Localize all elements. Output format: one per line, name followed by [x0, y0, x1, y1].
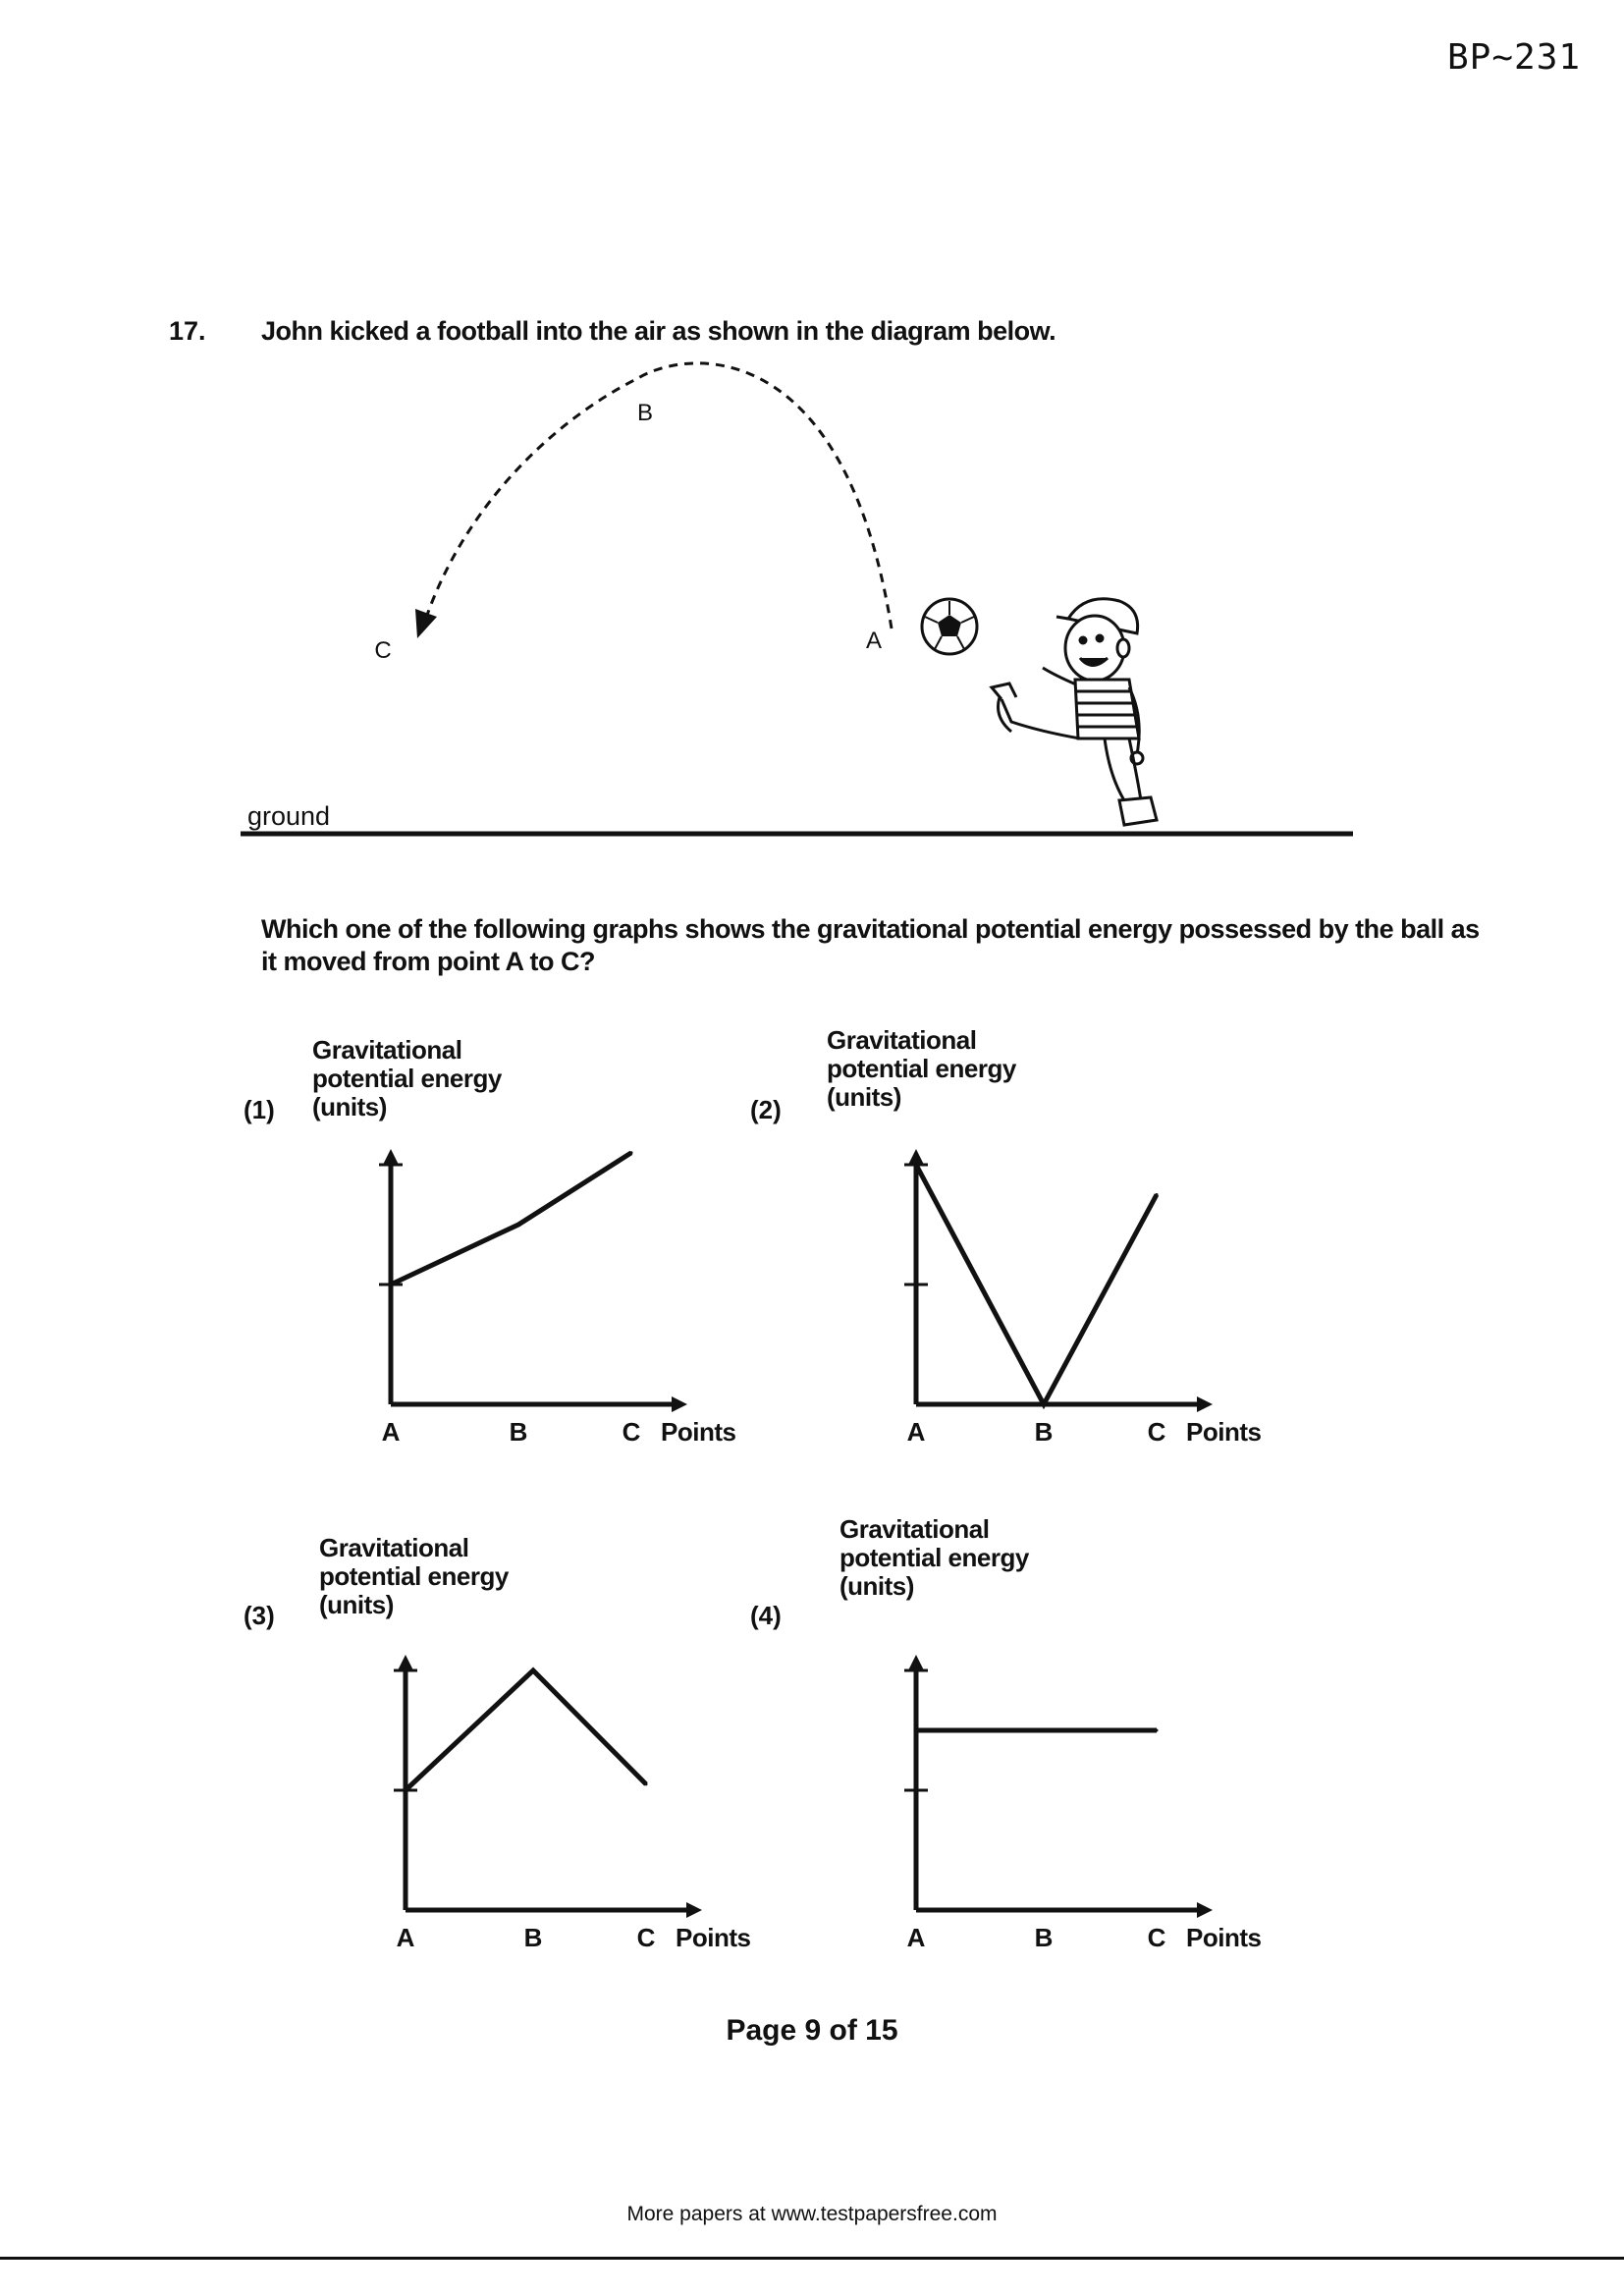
option-2-number: (2) — [750, 1095, 782, 1124]
ylabel-line: Gravitational — [839, 1514, 990, 1544]
boy-kicking-icon — [992, 599, 1157, 825]
label-c: C — [374, 637, 392, 664]
option-3-graph — [378, 1635, 790, 1969]
data-point — [915, 1729, 918, 1732]
ylabel-line: Gravitational — [319, 1533, 469, 1562]
x-tick-label: B — [1034, 1417, 1054, 1447]
y-axis-arrow-icon — [398, 1655, 413, 1670]
x-tick-label: B — [523, 1923, 543, 1952]
x-tick-label: C — [622, 1417, 641, 1447]
option-3-number: (3) — [244, 1601, 275, 1630]
data-line — [916, 1165, 1157, 1404]
option-1-ylabel — [312, 1036, 502, 1121]
y-axis-arrow-icon — [908, 1655, 924, 1670]
paper-code: BP~231 — [1447, 37, 1582, 78]
option-4-number: (4) — [750, 1601, 782, 1630]
x-tick-label: B — [509, 1417, 528, 1447]
data-point — [532, 1669, 535, 1672]
x-tick-label: C — [636, 1923, 656, 1952]
ylabel-line: (units) — [319, 1590, 394, 1619]
x-tick-label: A — [906, 1417, 926, 1447]
ball-path — [424, 363, 892, 629]
x-axis-label: Points — [1186, 1417, 1262, 1447]
y-axis-arrow-icon — [383, 1149, 399, 1165]
data-line — [406, 1670, 646, 1790]
ylabel-line: (units) — [839, 1571, 914, 1601]
x-tick-label: A — [906, 1923, 926, 1952]
question-number: 17. — [169, 316, 206, 346]
option-4-ylabel — [839, 1515, 1029, 1601]
x-tick-label: B — [1034, 1923, 1054, 1952]
data-point — [645, 1782, 648, 1785]
ylabel-line: (units) — [312, 1092, 387, 1121]
x-tick-label: A — [381, 1417, 401, 1447]
trajectory-diagram — [0, 0, 1624, 884]
ground-label: ground — [247, 801, 331, 831]
ylabel-line: potential energy — [319, 1561, 509, 1591]
data-line — [391, 1153, 631, 1285]
data-point — [915, 1164, 918, 1167]
arrowhead-icon — [415, 609, 437, 638]
x-tick-label: C — [1147, 1923, 1166, 1952]
ylabel-line: potential energy — [839, 1543, 1029, 1572]
option-1-graph — [363, 1129, 776, 1463]
data-point — [1043, 1403, 1046, 1406]
question-prompt: Which one of the following graphs shows the gravitational potential energy possessed by the ball as it moved from point A to C? — [261, 914, 1480, 976]
x-axis-arrow-icon — [1197, 1902, 1213, 1918]
x-axis-arrow-icon — [1197, 1396, 1213, 1412]
option-3-ylabel — [319, 1534, 509, 1619]
x-axis-arrow-icon — [686, 1902, 702, 1918]
x-axis-arrow-icon — [672, 1396, 687, 1412]
question-text: John kicked a football into the air as shown in the diagram below. — [261, 316, 1056, 346]
ylabel-line: (units) — [827, 1082, 901, 1112]
data-point — [405, 1789, 407, 1792]
ylabel-line: potential energy — [312, 1064, 502, 1093]
x-tick-label: A — [396, 1923, 415, 1952]
x-axis-label: Points — [676, 1923, 751, 1952]
label-a: A — [865, 628, 883, 654]
footer-rule — [0, 2257, 1624, 2260]
x-axis-label: Points — [661, 1417, 736, 1447]
option-2-graph — [889, 1129, 1301, 1463]
page-number: Page 9 of 15 — [726, 2014, 898, 2047]
football-icon — [922, 599, 977, 654]
data-point — [1043, 1729, 1046, 1732]
data-point — [390, 1284, 393, 1286]
data-point — [630, 1151, 633, 1154]
option-4-graph — [889, 1635, 1301, 1969]
ylabel-line: potential energy — [827, 1054, 1016, 1083]
ylabel-line: Gravitational — [827, 1025, 977, 1055]
data-point — [1156, 1193, 1159, 1196]
data-point — [517, 1224, 520, 1227]
option-1-number: (1) — [244, 1095, 275, 1124]
label-b: B — [636, 400, 654, 426]
y-axis-arrow-icon — [908, 1149, 924, 1165]
x-tick-label: C — [1147, 1417, 1166, 1447]
option-2-ylabel — [827, 1026, 1016, 1112]
footer-text: More papers at www.testpapersfree.com — [626, 2203, 998, 2225]
x-axis-label: Points — [1186, 1923, 1262, 1952]
ylabel-line: Gravitational — [312, 1035, 462, 1065]
data-point — [1156, 1729, 1159, 1732]
